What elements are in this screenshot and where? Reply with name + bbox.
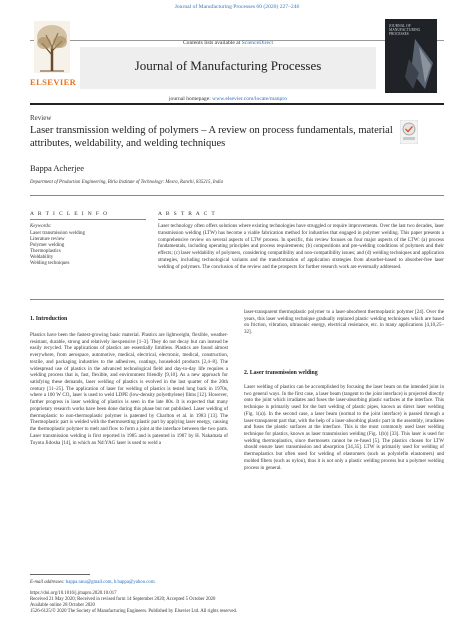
masthead-divider: [30, 103, 444, 105]
section-2-heading: 2. Laser transmission welding: [244, 370, 318, 376]
keywords-list: [30, 231, 85, 268]
email-label: E-mail addresses:: [30, 580, 66, 585]
article-info-heading: A R T I C L E I N F O: [30, 211, 109, 217]
section-1-heading: 1. Introduction: [30, 316, 68, 322]
author-affiliation: Department of Production Engineering, Birla Institute of Technology: Mesra, Ranchi, 835215, India: [30, 180, 223, 185]
article-info-underline: [30, 219, 146, 220]
email-footnote: [30, 580, 444, 585]
homepage-prefix: journal homepage:: [168, 96, 213, 102]
author-name[interactable]: Bappa Acherjee: [30, 163, 85, 173]
section-1-text: Plastics have been the fastest-growing basic material. Plastics are lightweight, flexible, weather-resistant, durable, strong and relatively inexpensive [1–3]. They do not decay but can instead be easily recycled. The applications of plastics are essentially limitless. Plastics are found almost everywhere, from aerospace, automotive, medical, electrical, electronic, medical, construction, textile, and packaging industries to the adhesives, coatings, household products [2,4–8]. The widespread use of plastics in the advanced technological field and day-to-day life requires a welding process that is, fast, flexible, and environment friendly [9,10]. As a new approach for satisfying these demands, laser welding of plastics is evolved in the last quarter of the 20th century [11–25]. The application of laser for welding of plastics is tested long back in 1970s, where a 100 W CO₂ laser is used to weld LDPE (low-density polyethylene) films [12]. However, further progress in laser welding of plastics is seen in the late 80s. It is expected that many proprietary research works have been done during this phase but not published. Laser welding of thermoplastic to non-thermoplastic polymer is patented by Charlton et al. in 1983 [13]. The Thermoplastic part is welded with the thermosetting plastic part by applying laser energy, causing the thermoplastic polymer to melt and flow to form a joint at the interface between the two parts. Laser transmission welding is first reported in 1985 and is patented in 1987 by H. Nakamata of Toyota Jidosha [14], in which an Nd:YAG laser is used to weld a: [30, 332, 228, 446]
keyword-item: Weldability: [30, 255, 54, 261]
abstract-text: Laser technology often offers solutions where existing technologies have struggled or require improvements. Over the last two decades, laser transmission welding (LTW) has become a viable fabrication method for industries that engaged in polymer welding. This paper presents a comprehensive review on several aspects of LTW process. In specific, this review focuses on four major aspects of the LTW: (a) process fundamentals, including operating principles and process requirements; (b) compositions and pre-welding conditions of polymers and their effects; (c) laser weldability of polymers, considering compatibility and non-compatibility issues; and (d) welding techniques and application strategies, including technological variants and the transformation of application strategies from absorber-based to absorber-free laser welding of polymers. The conclusion of the review and the prospects for further research work are eventually addressed.: [158, 223, 444, 270]
sciencedirect-link[interactable]: ScienceDirect: [241, 40, 274, 46]
online-date: Available online 28 October 2020: [30, 603, 95, 608]
cover-title: JOURNAL OF MANUFACTURING PROCESSES: [389, 24, 421, 36]
keyword-item: Laser transmission welding: [30, 231, 85, 236]
contents-line: [80, 40, 376, 46]
keyword-item: Literature review: [30, 237, 65, 243]
keywords-label: Keywords:: [30, 224, 52, 229]
abstract-underline: [158, 219, 444, 220]
doi-link[interactable]: https://doi.org/10.1016/j.jmapro.2020.10.017: [30, 591, 117, 596]
article-type: Review: [30, 114, 52, 122]
section-2-text: Laser welding of plastics can be accomplished by focusing the laser beam on the intended joint in two general ways. In the first case, a laser beam (tangent to the joint interface) is projected directly onto the joint which irradiates and fuses the laser-absorbing plastic surfaces at the interface. This technique is primarily used for the butt welding of plastic pipes, known as direct laser welding (Fig. 1(a)). In the second case, a laser beam (normal to the joint interface) is passed through a laser-transparent part that, with the help of a laser-absorbing plastic part in the assembly, irradiates and fuses the plastic surfaces at the interface. This is the most commonly used laser welding technique for plastics, known as laser transmission welding (Fig. 1(b)) [33]. This laser is used for welding thermoplastics, since thermosets cannot be re-fused [5]. The plastics chosen for LTW should ensure laser transmission and absorption [34,35]. LTW is primarily used for welding of thermoplastics but often used for welding of elastomers (such as polyolefin elastomers) and molded fibers (such as nylon), thus it is not only a plastic welding process but a polymer welding process in general.: [244, 384, 444, 471]
email-link[interactable]: bappa.rana@gmail.com, b.bappa@yahoo.com.: [65, 580, 156, 585]
article-title: Laser transmission welding of polymers – A review on process fundamentals, material attributes, weldability, and welding techniques: [30, 125, 393, 149]
copyright-line: 1526-6125/© 2020 The Society of Manufacturing Engineers. Published by Elsevier Ltd. All rights reserved.: [30, 609, 238, 614]
keyword-item: Welding techniques: [30, 261, 70, 267]
homepage-line: [80, 96, 376, 102]
journal-reference[interactable]: Journal of Manufacturing Processes 60 (2020) 227–246: [174, 4, 300, 10]
abstract-divider: [30, 299, 444, 300]
keyword-item: Polymer welding: [30, 243, 65, 249]
elsevier-tree-logo-icon: [34, 21, 70, 73]
footnote-divider: [30, 574, 90, 575]
publisher-wordmark[interactable]: ELSEVIER: [30, 77, 77, 87]
contents-prefix: Contents lists available at: [182, 40, 242, 46]
keyword-item: Thermoplastics: [30, 249, 61, 255]
homepage-link[interactable]: www.elsevier.com/locate/manpro: [212, 96, 287, 102]
abstract-heading: A B S T R A C T: [158, 211, 217, 217]
info-divider: [30, 195, 444, 196]
crossmark-icon[interactable]: [400, 120, 418, 144]
received-dates: Received 21 May 2020; Received in revised form 14 September 2020; Accepted 5 October 2020: [30, 597, 216, 602]
column-2-continuation: laser-transparent thermoplastic polymer to a laser-absorbent thermoplastic polymer [24]. Over the years, this laser welding technique gradually replaced plastic welding techniques which are based on friction, vibration, ultrasonic energy, electrical resistance, etc. in many applications [4,10,25–32].: [244, 309, 444, 336]
journal-title[interactable]: Journal of Manufacturing Processes: [134, 58, 322, 73]
